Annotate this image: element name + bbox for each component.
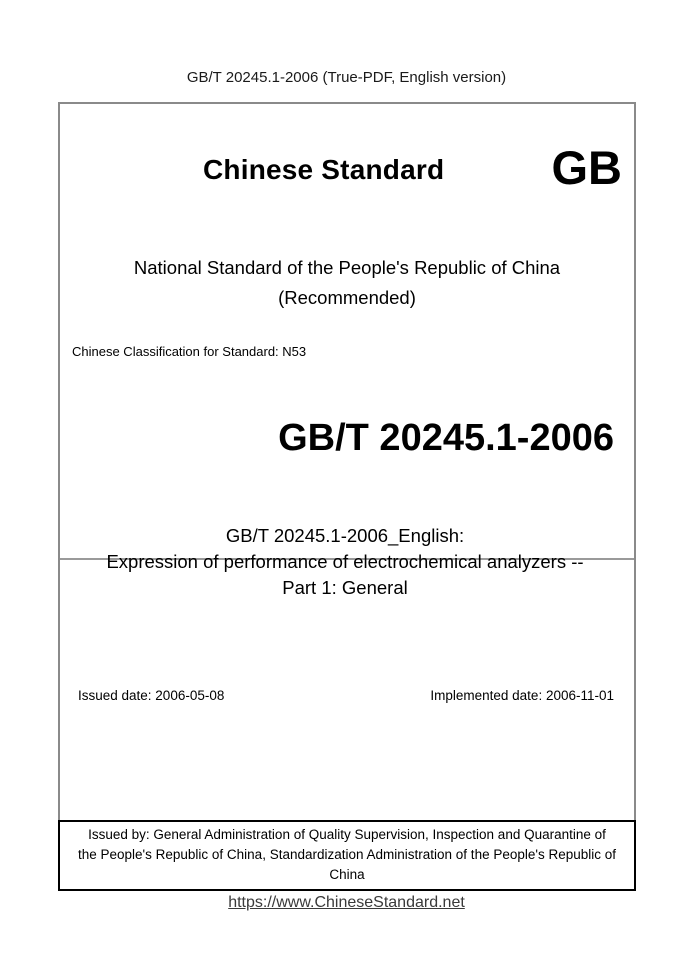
- brand-label: Chinese Standard: [203, 154, 445, 185]
- issuer-text: [60, 825, 634, 885]
- title-line1: GB/T 20245.1-2006_English:: [225, 525, 465, 546]
- issuer-line1: Issued by: General Administration of Quality Supervision, Inspection and Quarantine of: [88, 827, 606, 842]
- implemented-date: Implemented date: 2006-11-01: [430, 688, 614, 703]
- footer: [0, 894, 693, 912]
- issuer-line3: China: [329, 867, 365, 882]
- document-header: GB/T 20245.1-2006 (True-PDF, English version): [186, 69, 507, 86]
- issuer-line2: the People's Republic of China, Standardization Administration of the People's Republic of: [78, 847, 616, 862]
- classification-label: Chinese Classification for Standard: N53: [72, 344, 307, 359]
- national-standard-heading: [60, 253, 634, 313]
- cover-frame: [58, 102, 636, 821]
- standard-number: GB/T 20245.1-2006: [278, 417, 614, 459]
- national-standard-line1: National Standard of the People's Republic of China: [133, 257, 561, 278]
- gb-mark: GB: [551, 141, 622, 194]
- title-line3: Part 1: General: [282, 577, 408, 598]
- issuer-box: [58, 820, 636, 891]
- website-link[interactable]: https://www.ChineseStandard.net: [228, 894, 465, 911]
- issued-date: Issued date: 2006-05-08: [78, 688, 225, 703]
- cover-upper-section: [60, 104, 634, 560]
- title-line2: Expression of performance of electrochemical analyzers --: [106, 551, 584, 572]
- national-standard-line2: (Recommended): [278, 287, 416, 308]
- document-title: [58, 523, 632, 601]
